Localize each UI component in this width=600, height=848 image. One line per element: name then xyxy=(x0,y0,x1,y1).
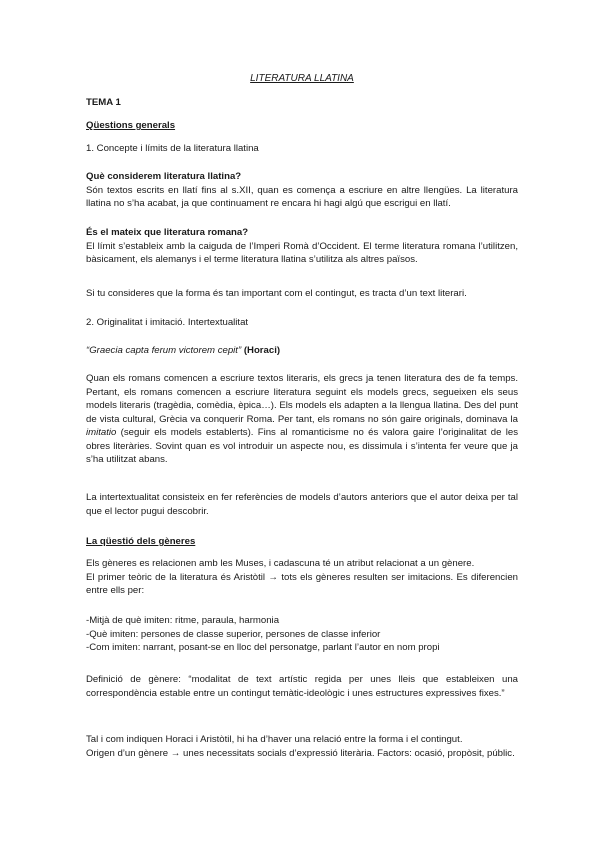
quote-text: “Graecia capta ferum victorem cepit” xyxy=(86,345,242,356)
list-item: -Com imiten: narrant, posant-se en lloc del personatge, parlant l’autor en nom propi xyxy=(86,642,440,653)
question-answer-2: El límit s’estableix amb la caiguda de l’Imperi Romà d’Occident. El terme literatura romana l’utilitzen, bàsicament, els alemanys i el terme literatura llatina s’utilitza als altres països. xyxy=(86,240,518,265)
paragraph-genres-line1: Els gèneres es relacionen amb les Muses, i cadascuna té un atribut relacionat a un gènere. xyxy=(86,558,475,569)
document-title: LITERATURA LLATINA xyxy=(250,73,354,84)
question-heading-2: És el mateix que literatura romana? xyxy=(86,227,249,238)
imitatio-term: imitatio xyxy=(86,427,117,438)
paragraph-intertextuality: La intertextualitat consisteix en fer referències de models d’autors anteriors que el autor deixa per tal que el lector pugui descobrir. xyxy=(86,492,518,517)
paragraph-romans-part1: Quan els romans comencen a escriure textos literaris, els grecs ja tenen literatura des de fa temps. Pertant, els romans comencen a escriure literatura seguint els models grecs, segueixen els seus models literaris (tragèdia, comèdia, èpica…). Els models els adapten a la llengua llatina. Des del punt de vista cultural, Grècia va conquerir Roma. Per tant, els romans no són gaire originals, dominava la xyxy=(86,373,518,425)
list-item: -Què imiten: persones de classe superior, persones de classe inferior xyxy=(86,628,381,640)
paragraph-genres xyxy=(86,557,518,598)
paragraph-genre-definition: Definició de gènere: “modalitat de text artístic regida per unes lleis que estableixen una correspondència estable entre un contingut temàtic-ideològic i unes estructures expressives fixes.” xyxy=(86,674,518,699)
tema-heading: TEMA 1 xyxy=(86,97,121,108)
paragraph-romans xyxy=(86,372,518,467)
question-block-1 xyxy=(86,170,518,211)
question-heading-1: Què considerem literatura llatina? xyxy=(86,171,242,182)
paragraph-conclusion xyxy=(86,733,518,760)
section-heading-questions: Qüestions generals xyxy=(86,120,176,131)
subsection-title-2: 2. Originalitat i imitació. Intertextualitat xyxy=(86,317,249,328)
paragraph-romans-part2: (seguir els models establerts). Fins al romanticisme no és valora gaire l’originalitat de les obres literàries. Sovint quan es vol introduir un aspecte nou, es dissimula i s’intenta fer veure que ja s’ha utilitzat abans. xyxy=(86,427,518,465)
latin-quote xyxy=(86,344,518,358)
paragraph-conclusion-rest: Origen d’un gènere → unes necessitats socials d’expressió literària. Factors: ocasió, propòsit, públic. xyxy=(86,747,515,759)
section-heading-genres: La qüestió dels gèneres xyxy=(86,536,196,547)
question-answer-1: Són textos escrits en llatí fins al s.XII, quan es comença a escriure en altre llengües. La literatura llatina no s’ha acabat, ja que continuament re encara hi hagi algú que escrigui en llatí. xyxy=(86,184,518,209)
question-block-2 xyxy=(86,226,518,267)
paragraph-form-content: Si tu consideres que la forma és tan important com el contingut, es tracta d’un text literari. xyxy=(86,288,467,299)
list-item: -Mitjà de què imiten: ritme, paraula, harmonia xyxy=(86,615,280,626)
quote-author: (Horaci) xyxy=(243,345,281,356)
paragraph-conclusion-line1: Tal i com indiquen Horaci i Aristòtil, hi ha d’haver una relació entre la forma i el contingut. xyxy=(86,734,463,745)
subsection-title-1: 1. Concepte i límits de la literatura llatina xyxy=(86,143,259,154)
paragraph-genres-rest: El primer teòric de la literatura és Aristòtil → tots els gèneres resulten ser imitacions. Es diferencien entre ells per: xyxy=(86,571,518,596)
imitation-list xyxy=(86,614,518,655)
